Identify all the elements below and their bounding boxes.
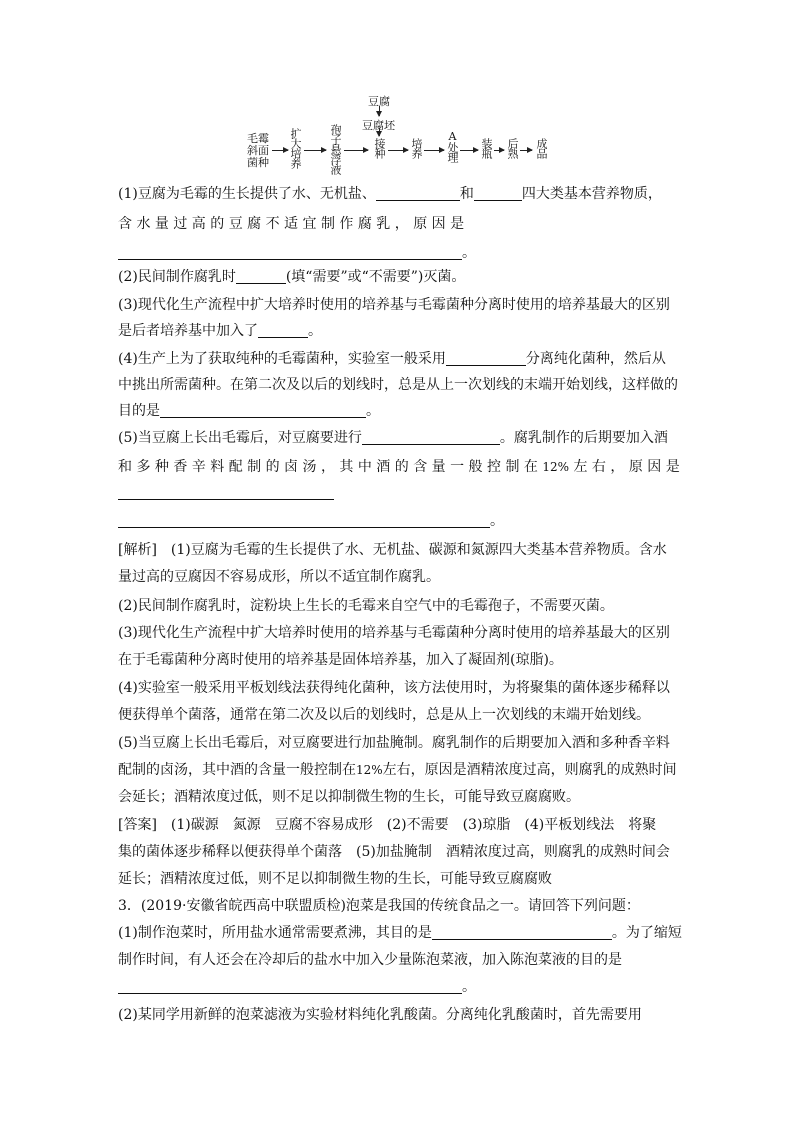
process-flow-diagram xyxy=(0,0,794,180)
answer-blank[interactable] xyxy=(258,323,308,338)
flow-arrow xyxy=(460,150,478,151)
flow-arrow xyxy=(520,150,532,151)
question-line: 。 xyxy=(118,244,476,262)
step-inoculate: 接种 xyxy=(373,138,386,158)
question3-line: 。 xyxy=(118,978,476,996)
flow-arrow xyxy=(304,150,326,151)
answer-blank[interactable] xyxy=(474,186,522,201)
step-post-ripening: 后熟 xyxy=(506,138,519,158)
label-doufupi: 豆腐坯 xyxy=(362,119,395,132)
step-a-treatment: A处理 xyxy=(446,130,459,162)
flow-arrow-down xyxy=(379,128,380,136)
flow-arrow xyxy=(494,150,504,151)
answer-line: 集的菌体逐步稀释以便获得单个菌落 (5)加盐腌制 酒精浓度过高，则腐乳的成熟时间会 xyxy=(118,844,670,860)
step-spore-suspension: 孢子悬浮液 xyxy=(329,124,342,174)
analysis-line: 配制的卤汤，其中酒的含量一般控制在12%左右，原因是酒精浓度过高，则腐乳的成熟时间 xyxy=(118,762,677,778)
question3-line: (1)制作泡菜时，所用盐水通常需要煮沸，其目的是 。为了缩短 xyxy=(118,925,682,941)
answer-blank[interactable] xyxy=(376,186,460,201)
answer-blank[interactable] xyxy=(118,245,462,260)
question-line: (3)现代化生产流程中扩大培养时使用的培养基与毛霉菌种分离时使用的培养基最大的区别 xyxy=(118,297,670,313)
question-line: (1)豆腐为毛霉的生长提供了水、无机盐、 和 四大类基本营养物质， xyxy=(118,186,662,202)
flow-arrow xyxy=(424,150,444,151)
analysis-line: [解析] (1)豆腐为毛霉的生长提供了水、无机盐、碳源和氮源四大类基本营养物质。含水 xyxy=(118,542,667,558)
analysis-line: (5)当豆腐上长出毛霉后，对豆腐要进行加盐腌制。腐乳制作的后期要加入酒和多种香辛料 xyxy=(118,735,670,751)
question-line: 中挑出所需菌种。在第二次及以后的划线时，总是从上一次划线的末端开始划线，这样做的 xyxy=(118,377,678,393)
step-slant-culture: 毛霉 斜面 菌种 xyxy=(247,132,269,169)
question-line xyxy=(118,484,334,502)
question-line: 目的是 。 xyxy=(118,403,380,419)
question-line: 和 多 种 香 辛 料 配 制 的 卤 汤 ， 其 中 酒 的 含 量 一 般 控 制 在 12% 左 右 ， 原 因 是 xyxy=(118,459,680,475)
flow-arrow xyxy=(388,150,408,151)
flow-arrow-down xyxy=(379,106,380,116)
step-culture: 培养 xyxy=(410,138,423,158)
analysis-line: 量过高的豆腐因不容易成形，所以不适宜制作腐乳。 xyxy=(118,569,440,585)
question-line: (5)当豆腐上长出毛霉后，对豆腐要进行 。腐乳制作的后期要加入酒 xyxy=(118,430,668,446)
flow-arrow xyxy=(272,150,288,151)
analysis-line: 在于毛霉菌种分离时使用的培养基是固体培养基，加入了凝固剂(琼脂)。 xyxy=(118,652,563,668)
answer-blank[interactable] xyxy=(160,403,366,418)
answer-blank[interactable] xyxy=(118,485,334,500)
question-line: (4)生产上为了获取纯种的毛霉菌种，实验室一般采用 分离纯化菌种，然后从 xyxy=(118,351,666,367)
answer-blank[interactable] xyxy=(362,430,500,445)
answer-line: [答案] (1)碳源 氮源 豆腐不容易成形 (2)不需要 (3)琼脂 (4)平板划线法 将聚 xyxy=(118,817,657,833)
question3-line: 3．(2019·安徽省皖西高中联盟质检)泡菜是我国的传统食品之一。请回答下列问题： xyxy=(118,898,640,914)
question3-line: 制作时间，有人还会在冷却后的盐水中加入少量陈泡菜液，加入陈泡菜液的目的是 xyxy=(118,952,622,968)
analysis-line: (2)民间制作腐乳时，淀粉块上生长的毛霉来自空气中的毛霉孢子，不需要灭菌。 xyxy=(118,598,614,614)
question-line: 。 xyxy=(118,512,504,530)
question3-line: (2)某同学用新鲜的泡菜滤液为实验材料纯化乳酸菌。分离纯化乳酸菌时，首先需要用 xyxy=(118,1007,642,1023)
question-line: (2)民间制作腐乳时 (填“需要”或“不需要”)灭菌。 xyxy=(118,269,466,285)
answer-blank[interactable] xyxy=(432,925,612,940)
step-expand-culture: 扩大培养 xyxy=(289,128,302,168)
step-product: 成品 xyxy=(535,138,548,158)
answer-blank[interactable] xyxy=(446,351,526,366)
answer-blank[interactable] xyxy=(118,979,462,994)
step-bottling: 装瓶 xyxy=(480,138,493,158)
answer-line: 延长；酒精浓度过低，则不足以抑制微生物的生长，可能导致豆腐腐败 xyxy=(118,871,552,887)
question-line: 是后者培养基中加入了 。 xyxy=(118,323,322,339)
analysis-line: (3)现代化生产流程中扩大培养时使用的培养基与毛霉菌种分离时使用的培养基最大的区别 xyxy=(118,625,670,641)
label-doufu: 豆腐 xyxy=(368,95,390,108)
answer-blank[interactable] xyxy=(118,513,490,528)
answer-blank[interactable] xyxy=(236,269,286,284)
analysis-line: (4)实验室一般采用平板划线法获得纯化菌种，该方法使用时，为将聚集的菌体逐步稀释以 xyxy=(118,680,670,696)
analysis-line: 会延长；酒精浓度过低，则不足以抑制微生物的生长，可能导致豆腐腐败。 xyxy=(118,789,580,805)
flow-arrow xyxy=(344,150,368,151)
analysis-line: 便获得单个菌落，通常在第二次及以后的划线时，总是从上一次划线的末端开始划线。 xyxy=(118,707,650,723)
question-line: 含 水 量 过 高 的 豆 腐 不 适 宜 制 作 腐 乳 ， 原 因 是 xyxy=(118,216,465,232)
